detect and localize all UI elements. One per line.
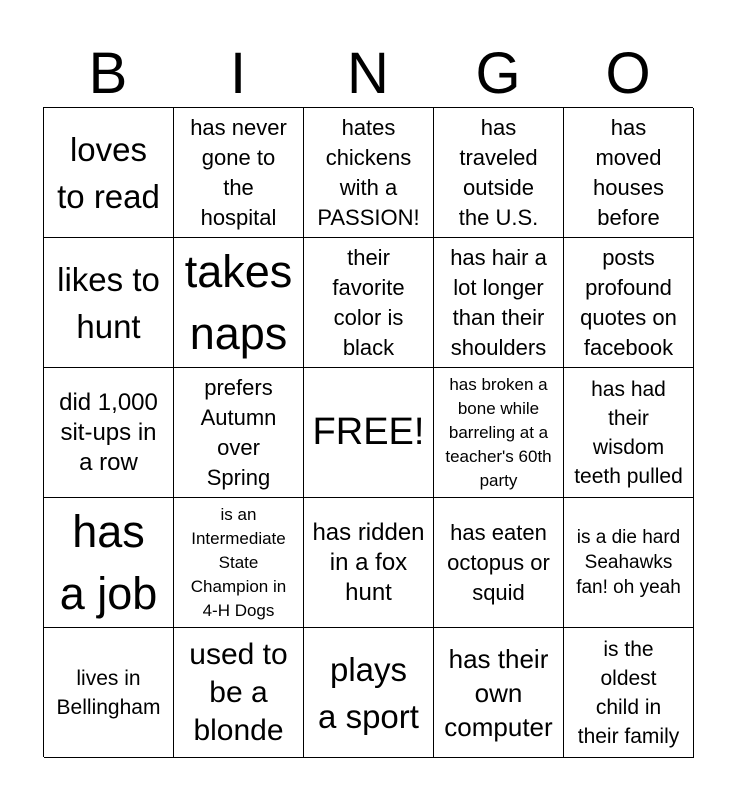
bingo-cell[interactable] [174, 368, 304, 498]
cell-text: has hair a lot longer than their shoulders [450, 244, 547, 360]
cell-text: has their own computer [444, 643, 553, 742]
cell-text: likes to hunt [57, 260, 160, 345]
bingo-cell[interactable] [174, 498, 304, 628]
bingo-cell[interactable] [564, 628, 694, 758]
cell-text: did 1,000 sit-ups in a row [59, 388, 158, 476]
cell-text: has had their wisdom teeth pulled [574, 377, 683, 488]
bingo-cell[interactable] [174, 238, 304, 368]
bingo-cell[interactable] [564, 498, 694, 628]
cell-text: is a die hard Seahawks fan! oh yeah [576, 527, 681, 598]
header-letter-g: G [475, 41, 521, 106]
cell-text: has ridden in a fox hunt [312, 518, 425, 606]
bingo-cell[interactable] [304, 108, 434, 238]
bingo-board [43, 107, 693, 757]
bingo-cell[interactable] [304, 238, 434, 368]
bingo-cell[interactable] [434, 628, 564, 758]
header-letter-n: N [347, 41, 389, 106]
cell-text: has never gone to the hospital [190, 114, 287, 230]
bingo-cell[interactable] [44, 108, 174, 238]
cell-text: posts profound quotes on facebook [580, 244, 677, 360]
cell-text: has eaten octopus or squid [447, 519, 550, 605]
bingo-cell[interactable] [434, 108, 564, 238]
bingo-header [43, 40, 693, 108]
free-space-text: FREE! [312, 411, 425, 453]
bingo-cell[interactable] [564, 238, 694, 368]
bingo-cell[interactable] [434, 498, 564, 628]
cell-text: prefers Autumn over Spring [200, 374, 277, 490]
bingo-cell[interactable] [174, 628, 304, 758]
cell-text: their favorite color is black [332, 244, 405, 360]
cell-text: has broken a bone while barreling at a teacher's 60th party [445, 374, 552, 490]
cell-text: has moved houses before [593, 114, 664, 230]
bingo-cell[interactable] [304, 628, 434, 758]
bingo-cell[interactable] [44, 628, 174, 758]
bingo-cell[interactable] [44, 368, 174, 498]
cell-text: used to be a blonde [189, 637, 288, 747]
bingo-cell[interactable] [44, 238, 174, 368]
bingo-cell[interactable] [174, 108, 304, 238]
header-letter-b: B [88, 41, 128, 106]
bingo-cell[interactable] [44, 498, 174, 628]
bingo-cell[interactable] [564, 368, 694, 498]
cell-text: has traveled outside the U.S. [458, 114, 539, 230]
cell-text: lives in Bellingham [56, 666, 161, 719]
cell-text: plays a sport [318, 650, 419, 735]
bingo-cell[interactable] [564, 108, 694, 238]
bingo-cell[interactable] [434, 238, 564, 368]
header-letter-i: I [229, 41, 247, 106]
bingo-cell[interactable] [434, 368, 564, 498]
cell-text: is the oldest child in their family [577, 637, 680, 748]
cell-text: is an Intermediate State Champion in 4-H Dogs [190, 504, 287, 620]
cell-text: hates chickens with a PASSION! [317, 114, 420, 230]
cell-text: takes naps [184, 245, 293, 359]
header-letter-o: O [605, 41, 651, 106]
free-space-cell[interactable] [304, 368, 434, 498]
cell-text: loves to read [57, 130, 160, 215]
cell-text: has a job [59, 505, 158, 619]
bingo-cell[interactable] [304, 498, 434, 628]
